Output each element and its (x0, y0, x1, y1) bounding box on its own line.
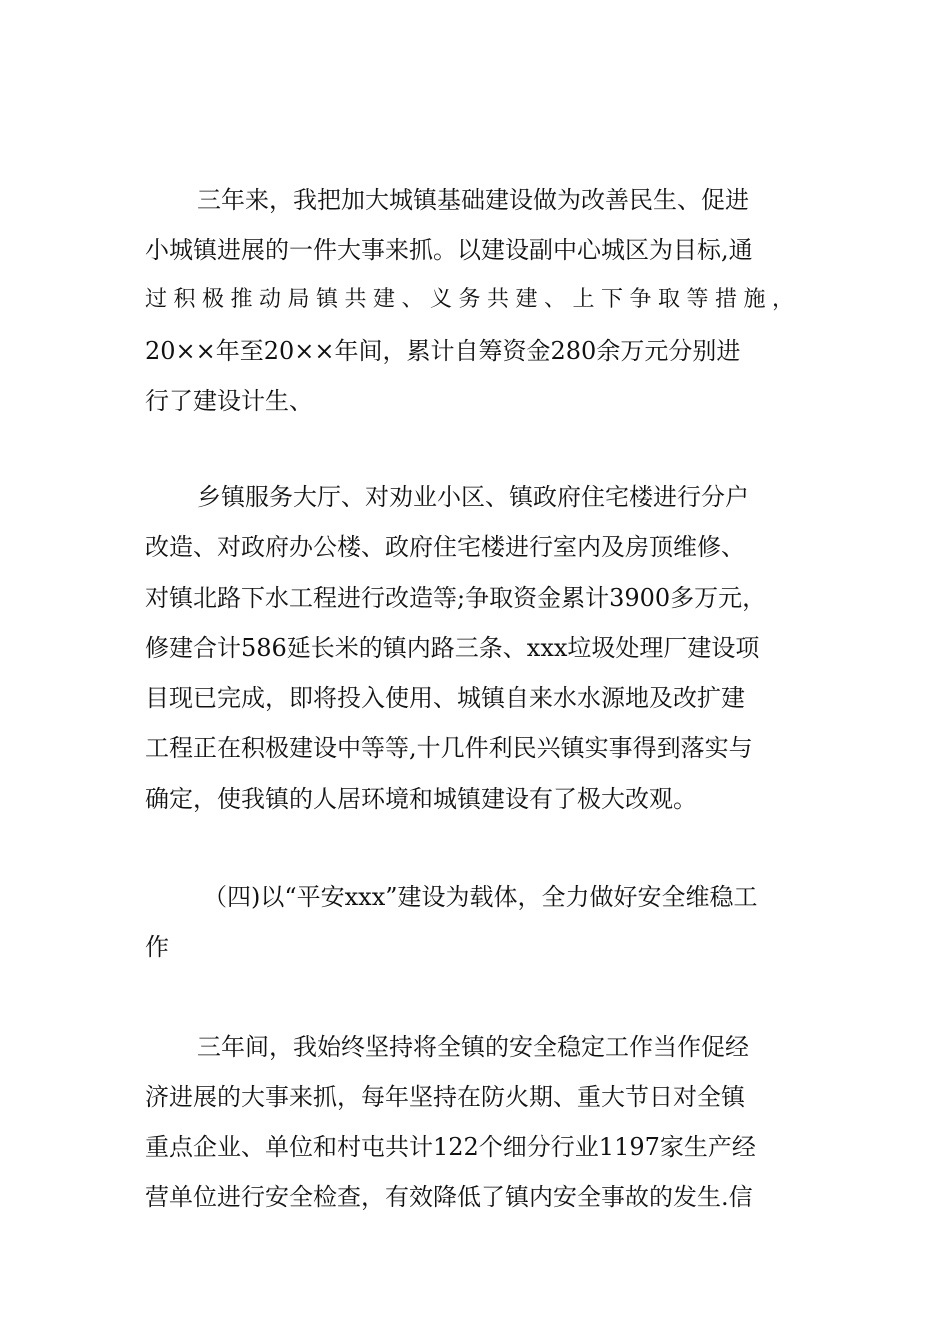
paragraph-1-line-2: 小城镇进展的一件大事来抓。以建设副中心城区为目标,通 (145, 236, 753, 264)
paragraph-2-line-1: 乡镇服务大厅、对劝业小区、镇政府住宅楼进行分户 (197, 483, 749, 511)
paragraph-4-line-3: 重点企业、单位和村屯共计122个细分行业1197家生产经 (145, 1133, 756, 1161)
paragraph-2-line-4: 修建合计586延长米的镇内路三条、xxx垃圾处理厂建设项 (145, 634, 760, 662)
paragraph-2-line-6: 工程正在积极建设中等等,十几件利民兴镇实事得到落实与 (145, 734, 753, 762)
paragraph-1-line-1: 三年来，我把加大城镇基础建设做为改善民生、促进 (197, 186, 749, 214)
section-heading-line-2: 作 (145, 933, 169, 961)
paragraph-4-line-4: 营单位进行安全检查，有效降低了镇内安全事故的发生.信 (145, 1183, 753, 1211)
paragraph-1-line-3: 过积极推动局镇共建、义务共建、上下争取等措施， (145, 287, 801, 312)
paragraph-4-line-2: 济进展的大事来抓，每年坚持在防火期、重大节日对全镇 (145, 1083, 745, 1111)
paragraph-2-line-7: 确定，使我镇的人居环境和城镇建设有了极大改观。 (145, 785, 697, 813)
paragraph-2-line-2: 改造、对政府办公楼、政府住宅楼进行室内及房顶维修、 (145, 533, 745, 561)
paragraph-1-line-4: 20××年至20××年间，累计自筹资金280余万元分别进 (145, 337, 741, 365)
paragraph-1-line-5: 行了建设计生、 (145, 387, 313, 415)
paragraph-4-line-1: 三年间，我始终坚持将全镇的安全稳定工作当作促经 (197, 1033, 749, 1061)
section-heading-line-1: （四)以“平安xxx”建设为载体，全力做好安全维稳工 (203, 883, 758, 911)
paragraph-2-line-3: 对镇北路下水工程进行改造等;争取资金累计3900多万元， (145, 584, 767, 612)
paragraph-2-line-5: 目现已完成，即将投入使用、城镇自来水水源地及改扩建 (145, 684, 745, 712)
